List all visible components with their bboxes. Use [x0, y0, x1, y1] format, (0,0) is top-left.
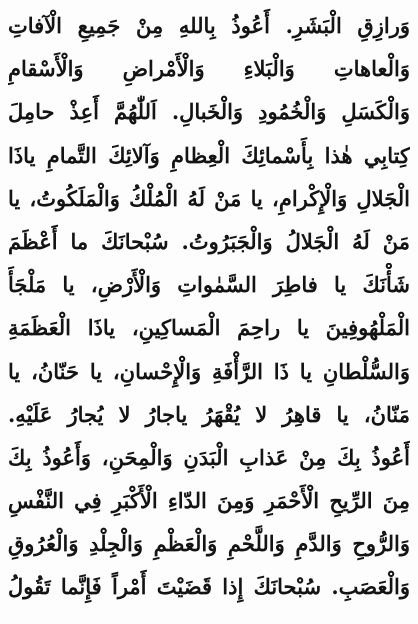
text-line-3: وَالْكَسَلِ وَالْخُمُودِ وَالْخَبالِ. اَللّٰهُمَّ أَعِذْ حامِلَ	[8, 99, 410, 125]
text-line-12: مِنَ الرِّيحِ الْأَحْمَرِ وَمِنَ الدّاءِ الْأَكْبَرِ فِي النَّفْسِ	[8, 488, 410, 514]
text-line-4: كِتابِي هٰذا بِأَسْمائِكَ الْعِظامِ وَآلائِكَ التَّمامِ ياذَا	[8, 142, 410, 168]
text-line-10: مَنّانُ، يا قاهِرُ لا يُقْهَرُ ياجارُ لا يُجارُ عَلَيْهِ.	[8, 401, 410, 427]
text-line-13: وَالرُّوحِ وَالدَّمِ وَاللَّحْمِ وَالْعَظْمِ وَالْجِلْدِ وَالْعُرُوقِ	[8, 531, 410, 557]
text-line-5: الْجَلالِ وَالْإِكْرامِ، يا مَنْ لَهُ الْمُلْكُ وَالْمَلَكُوتُ، يا	[8, 185, 410, 211]
text-line-2: وَالْعاهاتِ وَالْبَلاءِ وَالْأَمْراضِ وَالْأَسْقامِ	[8, 56, 410, 82]
text-line-11: أَعُوذُ بِكَ مِنْ عَذابِ الْبَدَنِ وَالْمِحَنِ، وَأَعُوذُ بِكَ	[8, 444, 410, 470]
text-line-14: وَالْعَصَبِ. سُبْحانَكَ إِذا قَضَيْتَ أَمْراً فَإِنَّما تَقُولُ	[8, 574, 410, 600]
text-line-9: وَالسُّلْطانِ يا ذَا الرَّأْفَةِ وَالْإِحْسانِ، يا حَنّانُ، يا	[8, 358, 410, 384]
text-line-6: مَنْ لَهُ الْجَلالُ وَالْجَبَرُوتُ. سُبْحانَكَ ما أَعْظَمَ	[8, 228, 410, 254]
text-line-1: وَرازِقِ الْبَشَرِ. أَعُوذُ بِاللهِ مِنْ جَمِيعِ الْآفاتِ	[8, 13, 410, 38]
text-line-8: الْمَلْهُوفِينَ يا راحِمَ الْمَساكِينِ، ياذَا الْعَظَمَةِ	[8, 315, 410, 341]
arabic-text-block	[8, 4, 410, 609]
text-line-7: شَأْنَكَ يا فاطِرَ السَّمٰواتِ وَالْأَرْضِ، يا مَلْجَأَ	[8, 272, 410, 298]
